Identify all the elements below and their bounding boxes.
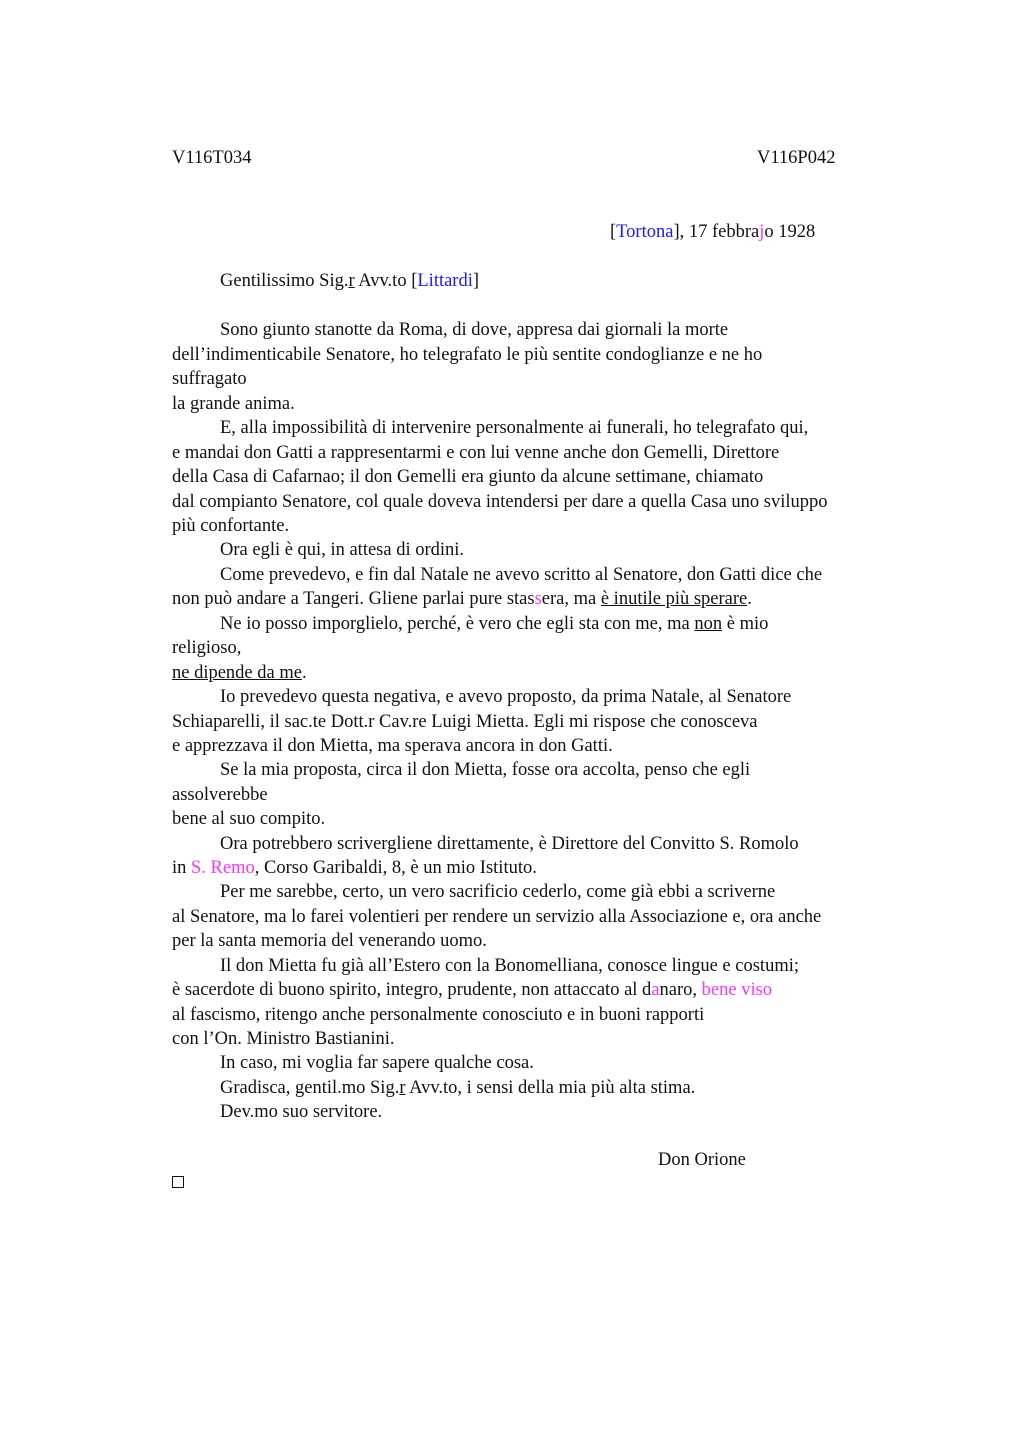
body-line: la grande anima. [172,394,295,414]
body-line: Schiaparelli, il sac.te Dott.r Cav.re Luigi Mietta. Egli mi rispose che conosceva [172,712,758,732]
place-annotation: S. Remo [191,858,255,878]
body-line: Sono giunto stanotte da Roma, di dove, appresa dai giornali la morte [220,320,729,340]
body-line: Gradisca, gentil.mo Sig.r Avv.to, i sensi della mia più alta stima. [220,1078,696,1098]
header-left-code: V116T034 [172,148,252,168]
body-line: e mandai don Gatti a rappresentarmi e con lui venne anche don Gemelli, Direttore [172,443,780,463]
body-line: E, alla impossibilità di intervenire personalmente ai funerali, ho telegrafato qui, [220,418,809,438]
body-line: Se la mia proposta, circa il don Mietta, fosse ora accolta, penso che egli [220,760,751,780]
body-line: con l’On. Ministro Bastianini. [172,1029,395,1049]
body-line: Il don Mietta fu già all’Estero con la Bonomelliana, conosce lingue e costumi; [220,956,799,976]
body-line: dell’indimenticabile Senatore, ho telegrafato le più sentite condoglianze e ne ho [172,345,763,365]
body-line: è sacerdote di buono spirito, integro, prudente, non attaccato al danaro, bene viso [172,980,773,1000]
body-line: non può andare a Tangeri. Gliene parlai pure stassera, ma è inutile più sperare. [172,589,752,609]
signature: Don Orione [658,1150,746,1170]
dateline: [Tortona], 17 febbrajo 1928 [610,222,816,242]
body-line: al Senatore, ma lo farei volentieri per rendere un servizio alla Associazione e, ora anche [172,907,822,927]
body-line: al fascismo, ritengo anche personalmente conosciuto e in buoni rapporti [172,1005,705,1025]
phrase-annotation: bene viso [701,980,773,1000]
body-line: In caso, mi voglia far sapere qualche cosa. [220,1053,534,1073]
body-line: bene al suo compito. [172,809,326,829]
salutation: Gentilissimo Sig.r Avv.to [Littardi] [220,271,480,291]
body-line: per la santa memoria del venerando uomo. [172,931,487,951]
body-line: più confortante. [172,516,290,536]
annotated-letter: j [759,222,765,242]
checkbox-square-icon [172,1176,184,1188]
body-line: Come prevedevo, e fin dal Natale ne avevo scritto al Senatore, don Gatti dice che [220,565,823,585]
recipient-name: Littardi [417,271,473,291]
body-line: Dev.mo suo servitore. [220,1102,383,1122]
body-line: della Casa di Cafarnao; il don Gemelli era giunto da alcune settimane, chiamato [172,467,764,487]
body-line: ne dipende da me. [172,663,307,683]
body-line: religioso, [172,638,242,658]
body-line: Ora egli è qui, in attesa di ordini. [220,540,465,560]
body-line: Io prevedevo questa negativa, e avevo proposto, da prima Natale, al Senatore [220,687,792,707]
body-line: dal compianto Senatore, col quale doveva intendersi per dare a quella Casa uno sviluppo [172,492,828,512]
body-line: in S. Remo, Corso Garibaldi, 8, è un mio Istituto. [172,858,537,878]
body-line: e apprezzava il don Mietta, ma sperava ancora in don Gatti. [172,736,613,756]
place-name: Tortona [616,222,674,242]
header-right-code: V116P042 [757,148,836,168]
body-line: Per me sarebbe, certo, un vero sacrificio cederlo, come già ebbi a scriverne [220,882,776,902]
body-line: Ne io posso imporglielo, perché, è vero che egli sta con me, ma non è mio [220,614,769,634]
body-line: assolverebbe [172,785,268,805]
body-line: Ora potrebbero scrivergliene direttamente, è Direttore del Convitto S. Romolo [220,834,799,854]
body-line: suffragato [172,369,247,389]
